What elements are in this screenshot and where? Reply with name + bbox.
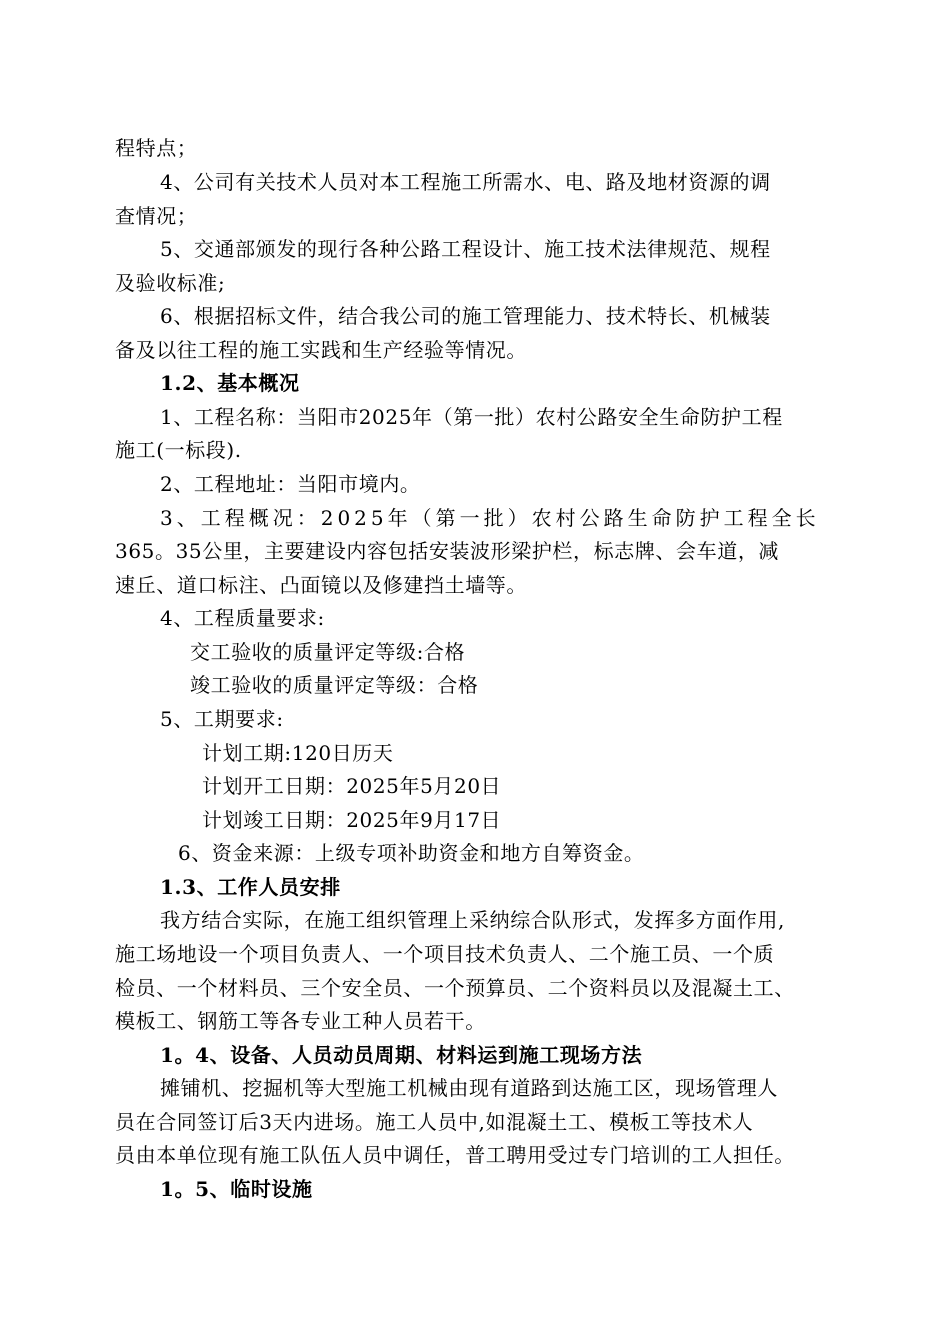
text-line: 程特点； bbox=[115, 136, 198, 160]
text-line: 备及以往工程的施工实践和生产经验等情况。 bbox=[115, 338, 527, 362]
text-line: 6、根据招标文件，结合我公司的施工管理能力、技术特长、机械装 bbox=[160, 304, 771, 328]
text-line: 5、工期要求: bbox=[160, 707, 284, 731]
text-line: 摊铺机、挖掘机等大型施工机械由现有道路到达施工区，现场管理人 bbox=[160, 1076, 778, 1100]
section-heading: 1.2、基本概况 bbox=[160, 371, 300, 395]
text-line: 检员、一个材料员、三个安全员、一个预算员、二个资料员以及混凝土工、 bbox=[115, 976, 795, 1000]
text-line: 4、工程质量要求: bbox=[160, 606, 325, 630]
text-line: 4、公司有关技术人员对本工程施工所需水、电、路及地材资源的调 bbox=[160, 170, 771, 194]
text-line: 模板工、钢筋工等各专业工种人员若干。 bbox=[115, 1009, 486, 1033]
text-line: 交工验收的质量评定等级:合格 bbox=[190, 640, 466, 664]
text-line: 2、工程地址：当阳市境内。 bbox=[160, 472, 421, 496]
text-line: 员由本单位现有施工队伍人员中调任，普工聘用受过专门培训的工人担任。 bbox=[115, 1143, 795, 1167]
text-line: 1、工程名称：当阳市2025年（第一批）农村公路安全生命防护工程 bbox=[160, 405, 783, 429]
text-line: 6、资金来源：上级专项补助资金和地方自筹资金。 bbox=[178, 841, 645, 865]
text-line: 及验收标准; bbox=[115, 271, 226, 295]
text-line: 查情况； bbox=[115, 204, 198, 228]
text-line: 5、交通部颁发的现行各种公路工程设计、施工技术法律规范、规程 bbox=[160, 237, 771, 261]
text-line: 竣工验收的质量评定等级：合格 bbox=[190, 673, 479, 697]
text-line: 计划工期:120日历天 bbox=[202, 741, 394, 765]
text-line: 员在合同签订后3天内进场。施工人员中,如混凝土工、模板工等技术人 bbox=[115, 1110, 754, 1134]
text-line: 3、工程概况：2025年（第一批）农村公路生命防护工程全长 bbox=[160, 506, 820, 530]
section-heading: 1。4、设备、人员动员周期、材料运到施工现场方法 bbox=[160, 1043, 643, 1067]
text-line: 施工(一标段). bbox=[115, 438, 242, 462]
section-heading: 1。5、临时设施 bbox=[160, 1177, 313, 1201]
text-line: 计划开工日期：2025年5月20日 bbox=[202, 774, 502, 798]
text-line: 施工场地设一个项目负责人、一个项目技术负责人、二个施工员、一个质 bbox=[115, 942, 775, 966]
text-line: 我方结合实际，在施工组织管理上采纳综合队形式，发挥多方面作用, bbox=[160, 908, 785, 932]
text-line: 计划竣工日期：2025年9月17日 bbox=[202, 808, 502, 832]
section-heading: 1.3、工作人员安排 bbox=[160, 875, 341, 899]
text-line: 速丘、道口标注、凸面镜以及修建挡土墙等。 bbox=[115, 573, 527, 597]
text-line: 365。35公里，主要建设内容包括安装波形梁护栏，标志牌、会车道，减 bbox=[115, 539, 780, 563]
